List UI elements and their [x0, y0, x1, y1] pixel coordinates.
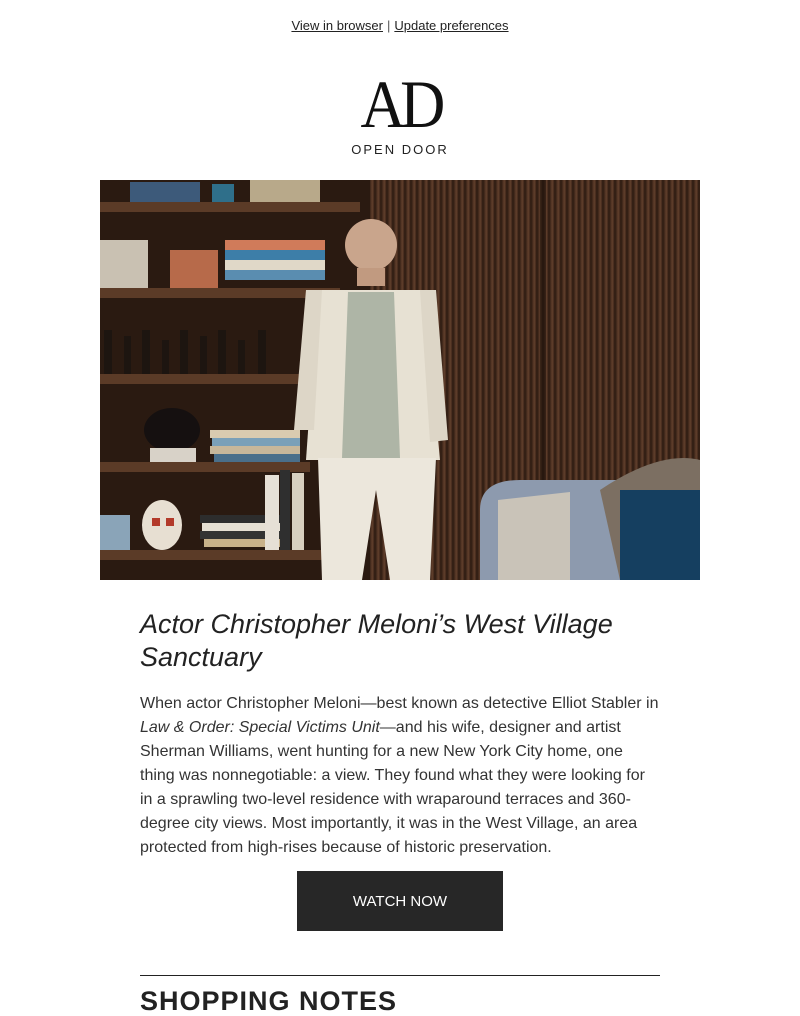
link-separator: | [386, 18, 391, 33]
email-header-links [0, 18, 800, 33]
article-headline[interactable]: Actor Christopher Meloni’s West Village Sanctuary [140, 609, 613, 672]
ad-logo-mark: AD [360, 66, 440, 142]
article-body-show-title: Law & Order: Special Victims Unit [140, 719, 380, 736]
logo-tagline: OPEN DOOR [351, 142, 449, 157]
watch-now-button[interactable]: WATCH NOW [297, 871, 503, 931]
article-body [140, 692, 660, 860]
ad-logo[interactable] [0, 66, 800, 157]
article-body-part2: —and his wife, designer and artist Sherman Williams, went hunting for a new New York City home, one thing was nonnegotiable: a view. They found what they were looking for in a sprawling two-level residence with wraparound terraces and 360-degree city views. Most importantly, it was in the West Village, an area protected from high-rises because of historic preservation. [140, 719, 645, 856]
shopping-notes-heading: SHOPPING NOTES [140, 986, 398, 1016]
view-in-browser-link[interactable]: View in browser [291, 18, 383, 33]
article-body-part1: When actor Christopher Meloni—best known as detective Elliot Stabler in [140, 695, 659, 712]
section-divider [140, 975, 660, 976]
hero-photo[interactable] [100, 180, 700, 580]
hero-photo-illustration [100, 180, 700, 580]
update-preferences-link[interactable]: Update preferences [394, 18, 509, 33]
